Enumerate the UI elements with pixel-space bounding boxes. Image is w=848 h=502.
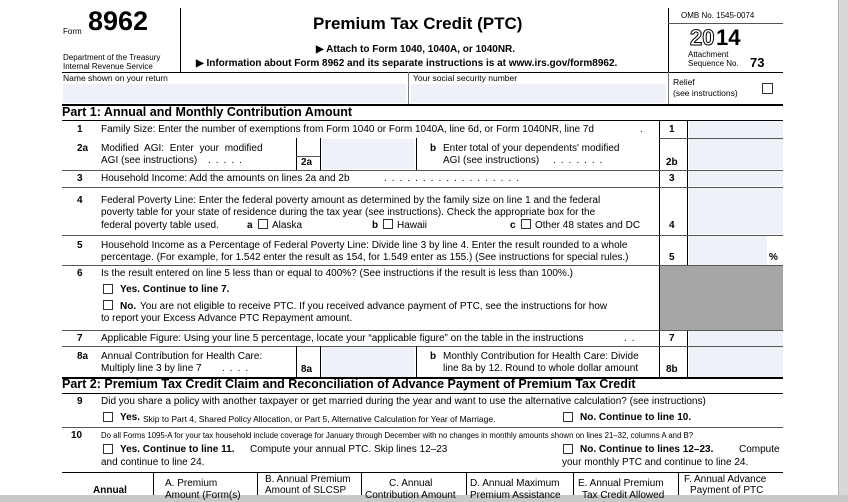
line3-text: Household Income: Add the amounts on lines 2a and 2b	[101, 173, 350, 184]
omb-number: OMB No. 1545-0074	[681, 11, 755, 20]
name-label: Name shown on your return	[63, 73, 168, 83]
vertical-scrollbar[interactable]	[838, 0, 848, 495]
col-b-header1: B. Annual Premium	[265, 474, 351, 485]
line2b-text2: AGI (see instructions)	[443, 155, 540, 166]
relief-checkbox[interactable]	[762, 83, 773, 94]
line5-text2: percentage. (For example, for 1.542 enter the result as 154, for 1.549 enter as 155.) (See instructions for special rules.)	[101, 252, 629, 263]
line1-box-label: 1	[669, 124, 675, 135]
relief-label: Relief	[673, 77, 695, 87]
line2b-number: b	[430, 143, 437, 154]
line10-yes-text2: and continue to line 24.	[101, 457, 205, 468]
col-a-header1: A. Premium	[165, 478, 218, 489]
line10-yes-bold: Yes. Continue to line 11.	[120, 444, 235, 455]
line3-field[interactable]	[689, 171, 783, 186]
name-field[interactable]	[63, 84, 406, 103]
line10-no-bold: No. Continue to lines 12–23.	[580, 444, 714, 455]
line8b-text2: line 8a by 12. Round to whole dollar amount	[443, 363, 639, 374]
line5-text1: Household Income as a Percentage of Federal Poverty Line: Divide line 3 by line 4. Enter the result rounded to a whole	[101, 240, 628, 251]
form-number: 8962	[88, 6, 149, 36]
line6-no-text2: to report your Excess Advance PTC Repayment amount.	[101, 313, 353, 324]
line8a-text1: Annual Contribution for Health Care:	[101, 351, 263, 362]
line8a-text2: Multiply line 3 by line 7	[101, 363, 202, 374]
line6-yes-checkbox[interactable]	[103, 284, 113, 294]
line4-text3: federal poverty table used.	[101, 220, 219, 231]
line10-no-checkbox[interactable]	[563, 444, 573, 454]
line6-no-checkbox[interactable]	[103, 300, 113, 310]
alaska-label: Alaska	[272, 220, 303, 231]
form-page: Form 8962 Department of the Treasury Internal Revenue Service Premium Tax Credit (PTC) ▶ Attach to Form 1040, 1040A, or 1040NR. ▶ Information about Form 8962 and its separate instructions is at www.irs.gov/form8962. OMB No. 1545-0074 20 14 Attachment Sequence No. 73 Name shown on your return Your social security number Relief (see instructions) Part 1: Annual and Monthly Contribution Amount 1 Family Size: Enter the number of exemptions from Form 1040 or Form 1040A, line 6d, or Form 1040NR, line 7d . 1 2a Modified AGI: Enter your modified AGI (see instructions) ..... 2a b Enter total of your dependents' modified AGI (see instructions) ....... 2b 3 Household Income: Add the amounts on lines 2a and 2b .................. 3 4 Federal Poverty Line: Enter the federal poverty amount as determined by the family size on line 1 and the federal poverty table for your state of residence during the tax year (see instructions). Check the appropriate box for the federal poverty table used. a Alaska b Hawaii c Other 48 states and DC 4 5 Household Income as a Percentage of Federal Poverty Line: Divide line 3 by line 4. Enter the result rounded to a whole percentage. (For example, for 1.542 enter the result as 154, for 1.549 enter as 155.) (See instructions for special rules.) 5 % 6 Is the result entered on line 5 less than or equal to 400%? (See instructions if the result is less than 100%.) Yes. Continue to line 7. No. You are not eligible to receive PTC. If you received advance payment of PTC, see the instructions for how to report your Excess Advance PTC Repayment amount. 7 Applicable Figure: Using your line 5 percentage, locate your “applicable figure” on the table in the instructions .. 7 8a Annual Contribution for Health Care: Multiply line 3 by line 7 .... 8a b Monthly Contribution for Health Care: Divide line 8a by 12. Round to whole dollar amount 8b Part 2: Premium Tax Credit Claim and Reconciliation of Advance Payment of Premium Tax Credit 9 Did you share a policy with another taxpayer or get married during the year and want to use the alternative calculation? (see instructions) Yes. Skip to Part 4, Shared Policy Allocation, or Part 5, Alternative Calculation for Year of Marriage. No. Continue to line 10. 10 Do all Forms 1095-A for your tax household include coverage for January through December with no changes in monthly amounts shown on lines 21–32, columns A and B? Yes. Continue to line 11. Compute your annual PTC. Skip lines 12–23 and continue to line 24. No. Continue to lines 12–23. Compute your monthly PTC and continue to line 24. Annual A. Premium Amount (Form(s) B. Annual Premium Amount of SLCSP C. Annual Contribution Amount D. Annual Maximum Premium Assistance E. Annual Premium Tax Credit Allowed F. Annual Advance Payment of PTC	[0, 0, 838, 495]
line9-no-label: No. Continue to line 10.	[580, 412, 692, 423]
line5-field[interactable]	[689, 236, 767, 265]
line9-number: 9	[77, 396, 83, 407]
line6-no-text1: You are not eligible to receive PTC. If you received advance payment of PTC, see the instructions for how	[140, 301, 608, 312]
line7-text: Applicable Figure: Using your line 5 percentage, locate your “applicable figure” on the table in the instructions	[101, 333, 584, 344]
line2a-number: 2a	[77, 143, 89, 154]
line8b-text1: Monthly Contribution for Health Care: Divide	[443, 351, 639, 362]
other-states-checkbox[interactable]	[521, 219, 531, 229]
line7-number: 7	[77, 333, 83, 344]
line1-text: Family Size: Enter the number of exemptions from Form 1040 or Form 1040A, line 6d, or Form 1040NR, line 7d	[101, 124, 594, 135]
line2b-box-label: 2b	[666, 157, 678, 168]
line6-yes-label: Yes. Continue to line 7.	[120, 284, 230, 295]
relief-sub-label: (see instructions)	[673, 88, 738, 98]
ssn-label: Your social security number	[413, 73, 518, 83]
col-c-header2: Contribution Amount	[365, 490, 456, 501]
line6-text: Is the result entered on line 5 less than or equal to 400%? (See instructions if the result is less than 100%.)	[101, 268, 573, 279]
line5-box-label: 5	[669, 252, 675, 263]
col-f-header2: Payment of PTC	[690, 485, 764, 496]
line10-text: Do all Forms 1095-A for your tax household include coverage for January through December with no changes in monthly amounts shown on lines 21–32, columns A and B?	[101, 431, 694, 440]
line2a-text2: AGI (see instructions)	[101, 155, 198, 166]
other-states-label: Other 48 states and DC	[535, 220, 641, 231]
line9-yes-text: Skip to Part 4, Shared Policy Allocation, or Part 5, Alternative Calculation for Year of Marriage.	[143, 414, 496, 424]
line9-yes-checkbox[interactable]	[103, 412, 113, 422]
line8b-field[interactable]	[689, 347, 783, 377]
sequence-number: 73	[750, 55, 765, 70]
tax-year-prefix: 20	[690, 25, 715, 50]
tax-year-suffix: 14	[716, 25, 741, 50]
line4-opt-a-letter: a	[247, 220, 253, 231]
line4-number: 4	[77, 195, 83, 206]
line10-no-text1: Compute	[739, 444, 780, 455]
line3-number: 3	[77, 173, 83, 184]
line9-yes-bold: Yes.	[120, 412, 141, 423]
hawaii-checkbox[interactable]	[383, 219, 393, 229]
line5-number: 5	[77, 240, 83, 251]
col-f-header1: F. Annual Advance	[684, 474, 767, 485]
line10-number: 10	[71, 430, 83, 441]
form-title: Premium Tax Credit (PTC)	[313, 14, 523, 33]
col-d-header2: Premium Assistance	[470, 490, 561, 501]
line2b-field[interactable]	[689, 139, 783, 169]
part2-title: Part 2: Premium Tax Credit Claim and Reconciliation of Advance Payment of Premium Tax Credit	[62, 377, 636, 391]
hawaii-label: Hawaii	[397, 220, 428, 231]
col-a-header2: Amount (Form(s)	[165, 490, 241, 501]
irs-label: Internal Revenue Service	[63, 62, 153, 71]
ssn-field[interactable]	[411, 84, 666, 103]
line9-no-checkbox[interactable]	[563, 412, 573, 422]
sequence-label: Sequence No.	[688, 59, 739, 68]
line1-field[interactable]	[689, 121, 783, 138]
alaska-checkbox[interactable]	[258, 219, 268, 229]
line3-box-label: 3	[669, 173, 675, 184]
line8a-number: 8a	[77, 351, 89, 362]
line2b-text1: Enter total of your dependents' modified	[443, 143, 620, 154]
line8a-box-label: 8a	[301, 364, 313, 375]
line8b-number: b	[430, 351, 437, 362]
line10-yes-checkbox[interactable]	[103, 444, 113, 454]
line4-field[interactable]	[689, 188, 783, 234]
line6-number: 6	[77, 268, 83, 279]
col-e-header1: E. Annual Premium	[578, 478, 664, 489]
line10-no-text2: your monthly PTC and continue to line 24.	[562, 457, 749, 468]
line10-yes-text1: Compute your annual PTC. Skip lines 12–23	[250, 444, 448, 455]
attachment-label: Attachment	[688, 50, 729, 59]
line7-box-label: 7	[669, 333, 675, 344]
col-d-header1: D. Annual Maximum	[470, 478, 560, 489]
info-instruction: ▶ Information about Form 8962 and its separate instructions is at www.irs.gov/form8962.	[196, 58, 618, 69]
col-e-header2: Tax Credit Allowed	[582, 490, 665, 501]
line4-text1: Federal Poverty Line: Enter the federal poverty amount as determined by the family size on line 1 and the federal	[101, 195, 601, 206]
line8b-box-label: 8b	[666, 364, 678, 375]
line6-shaded-area	[660, 266, 783, 330]
col-c-header1: C. Annual	[389, 478, 433, 489]
col-b-header2: Amount of SLCSP	[265, 485, 347, 496]
line8a-field[interactable]	[322, 347, 414, 377]
form-label: Form	[63, 27, 82, 36]
line1-number: 1	[77, 124, 83, 135]
line6-no-bold: No.	[120, 301, 137, 312]
part1-title: Part 1: Annual and Monthly Contribution Amount	[62, 105, 353, 119]
line2a-field[interactable]	[322, 139, 414, 169]
line4-text2: poverty table for your state of residence during the tax year (see instructions). Check the appropriate box for the	[101, 207, 596, 218]
line2a-text1: Modified AGI: Enter your modified	[101, 143, 263, 154]
line7-field[interactable]	[689, 331, 783, 346]
dept-treasury: Department of the Treasury	[63, 53, 161, 62]
line2a-box-label: 2a	[301, 157, 313, 168]
line4-box-label: 4	[669, 220, 675, 231]
line4-opt-b-letter: b	[372, 220, 379, 231]
line5-percent-unit: %	[769, 252, 778, 263]
annual-row-label: Annual	[93, 485, 127, 496]
line9-text: Did you share a policy with another taxpayer or get married during the year and want to use the alternative calculation? (see instructions)	[101, 396, 706, 407]
line4-opt-c-letter: c	[510, 220, 516, 231]
attach-instruction: ▶ Attach to Form 1040, 1040A, or 1040NR.	[316, 44, 516, 55]
